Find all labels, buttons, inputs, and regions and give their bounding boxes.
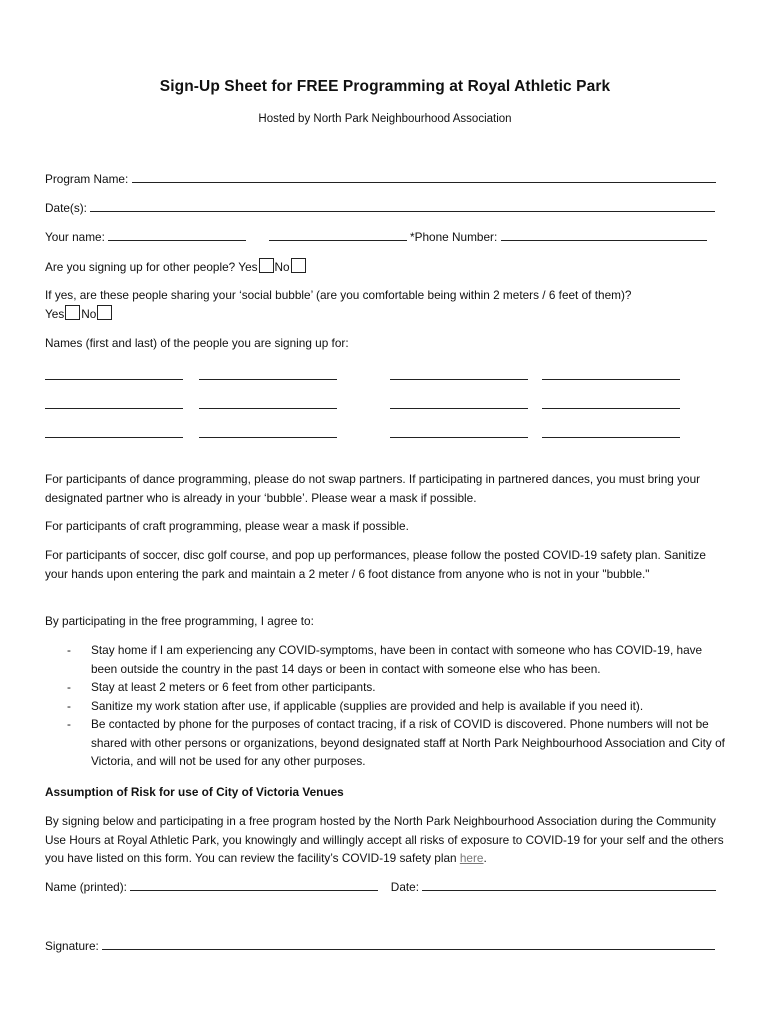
guest-name-field[interactable] [199, 378, 337, 380]
program-name-label: Program Name: [45, 172, 129, 186]
guest-name-field[interactable] [45, 378, 183, 380]
phone-field[interactable] [501, 229, 707, 241]
bubble-no-checkbox[interactable] [97, 305, 112, 320]
dates-field[interactable] [90, 200, 715, 212]
other-people-row [45, 258, 307, 275]
bullet-dash: - [67, 643, 71, 657]
dance-instructions: For participants of dance programming, please do not swap partners. If participating in partnered dances, you must bring your designated partner who is already in your ‘bubble’. Please wear a mask if possible. [45, 472, 701, 505]
risk-end: . [483, 851, 487, 865]
guest-name-field[interactable] [45, 407, 183, 409]
other-people-yes-checkbox[interactable] [259, 258, 274, 273]
bullet-text: Sanitize my work station after use, if applicable (supplies are provided and help is available if you need it). [91, 698, 644, 713]
bullet-dash: - [67, 680, 71, 694]
guest-name-field[interactable] [45, 436, 183, 438]
date-label: Date: [390, 880, 419, 894]
agree-intro: By participating in the free programming, I agree to: [45, 614, 314, 628]
signature-row [45, 938, 715, 954]
risk-paragraph [45, 812, 725, 868]
other-people-no-checkbox[interactable] [291, 258, 306, 273]
list-item [45, 697, 725, 716]
bullet-text: Stay home if I am experiencing any COVID-symptoms, have been in contact with someone who has COVID-19, have been outside the country in the past 14 days or been in contact with someone else who has been. [91, 643, 703, 676]
program-name-row [45, 171, 716, 187]
date-field[interactable] [422, 879, 716, 891]
other-people-no-label: No [274, 260, 290, 274]
other-people-question: Are you signing up for other people? [45, 260, 236, 274]
agreement-list [45, 641, 725, 771]
risk-heading: Assumption of Risk for use of City of Victoria Venues [45, 785, 344, 799]
guest-name-field[interactable] [542, 407, 680, 409]
program-name-field[interactable] [132, 171, 716, 183]
guest-name-field[interactable] [199, 407, 337, 409]
guest-name-field[interactable] [542, 378, 680, 380]
bullet-text: Stay at least 2 meters or 6 feet from other participants. [91, 680, 376, 694]
list-item [45, 715, 725, 771]
bullet-dash: - [67, 698, 71, 713]
list-item [45, 678, 725, 697]
bubble-question: If yes, are these people sharing your ‘social bubble’ (are you comfortable being within 2 meters / 6 feet of them)? [45, 288, 632, 302]
other-people-yes-label: Yes [238, 260, 258, 274]
bubble-answer-row [45, 305, 113, 322]
signature-field[interactable] [102, 938, 715, 950]
list-item [45, 641, 725, 678]
name-printed-label: Name (printed): [45, 880, 127, 894]
guest-name-field[interactable] [199, 436, 337, 438]
guest-name-field[interactable] [390, 407, 528, 409]
page-subtitle: Hosted by North Park Neighbourhood Association [258, 113, 512, 125]
guest-name-field[interactable] [542, 436, 680, 438]
bullet-dash: - [67, 717, 71, 731]
signature-label: Signature: [45, 939, 99, 953]
last-name-field[interactable] [269, 229, 407, 241]
bubble-no-label: No [81, 307, 97, 321]
guest-name-field[interactable] [390, 436, 528, 438]
phone-label: *Phone Number: [410, 230, 498, 244]
name-printed-field[interactable] [130, 879, 378, 891]
safety-plan-link[interactable]: here [459, 851, 484, 865]
dates-row [45, 200, 715, 216]
names-prompt: Names (first and last) of the people you are signing up for: [45, 336, 349, 350]
risk-text: By signing below and participating in a free program hosted by the North Park Neighbourhood Association during the Community Use Hours at Royal Athletic Park, you knowingly and willingly accept all risks of exposure to COVID-19 for your self and the others you have listed on this form. You can review the facility’s COVID-19 safety plan [45, 814, 724, 865]
name-phone-row [45, 229, 707, 245]
bubble-yes-checkbox[interactable] [65, 305, 80, 320]
page-title: Sign-Up Sheet for FREE Programming at Royal Athletic Park [159, 78, 611, 95]
first-name-field[interactable] [108, 229, 246, 241]
guest-name-field[interactable] [390, 378, 528, 380]
bubble-yes-label: Yes [45, 307, 65, 321]
dates-label: Date(s): [45, 201, 87, 215]
craft-instructions: For participants of craft programming, please wear a mask if possible. [45, 519, 409, 533]
name-date-row [45, 879, 716, 895]
bullet-text: Be contacted by phone for the purposes of contact tracing, if a risk of COVID is discovered. Phone numbers will not be shared with other persons or organizations, beyond designated staff at North Park Neighbourhood Association and City of Victoria, and will not be used for any other purposes. [91, 717, 725, 768]
your-name-label: Your name: [45, 230, 105, 244]
soccer-instructions: For participants of soccer, disc golf course, and pop up performances, please follow the posted COVID-19 safety plan. Sanitize your hands upon entering the park and maintain a 2 meter / 6 foot distance from anyone who is not in your "bubble." [45, 548, 706, 581]
